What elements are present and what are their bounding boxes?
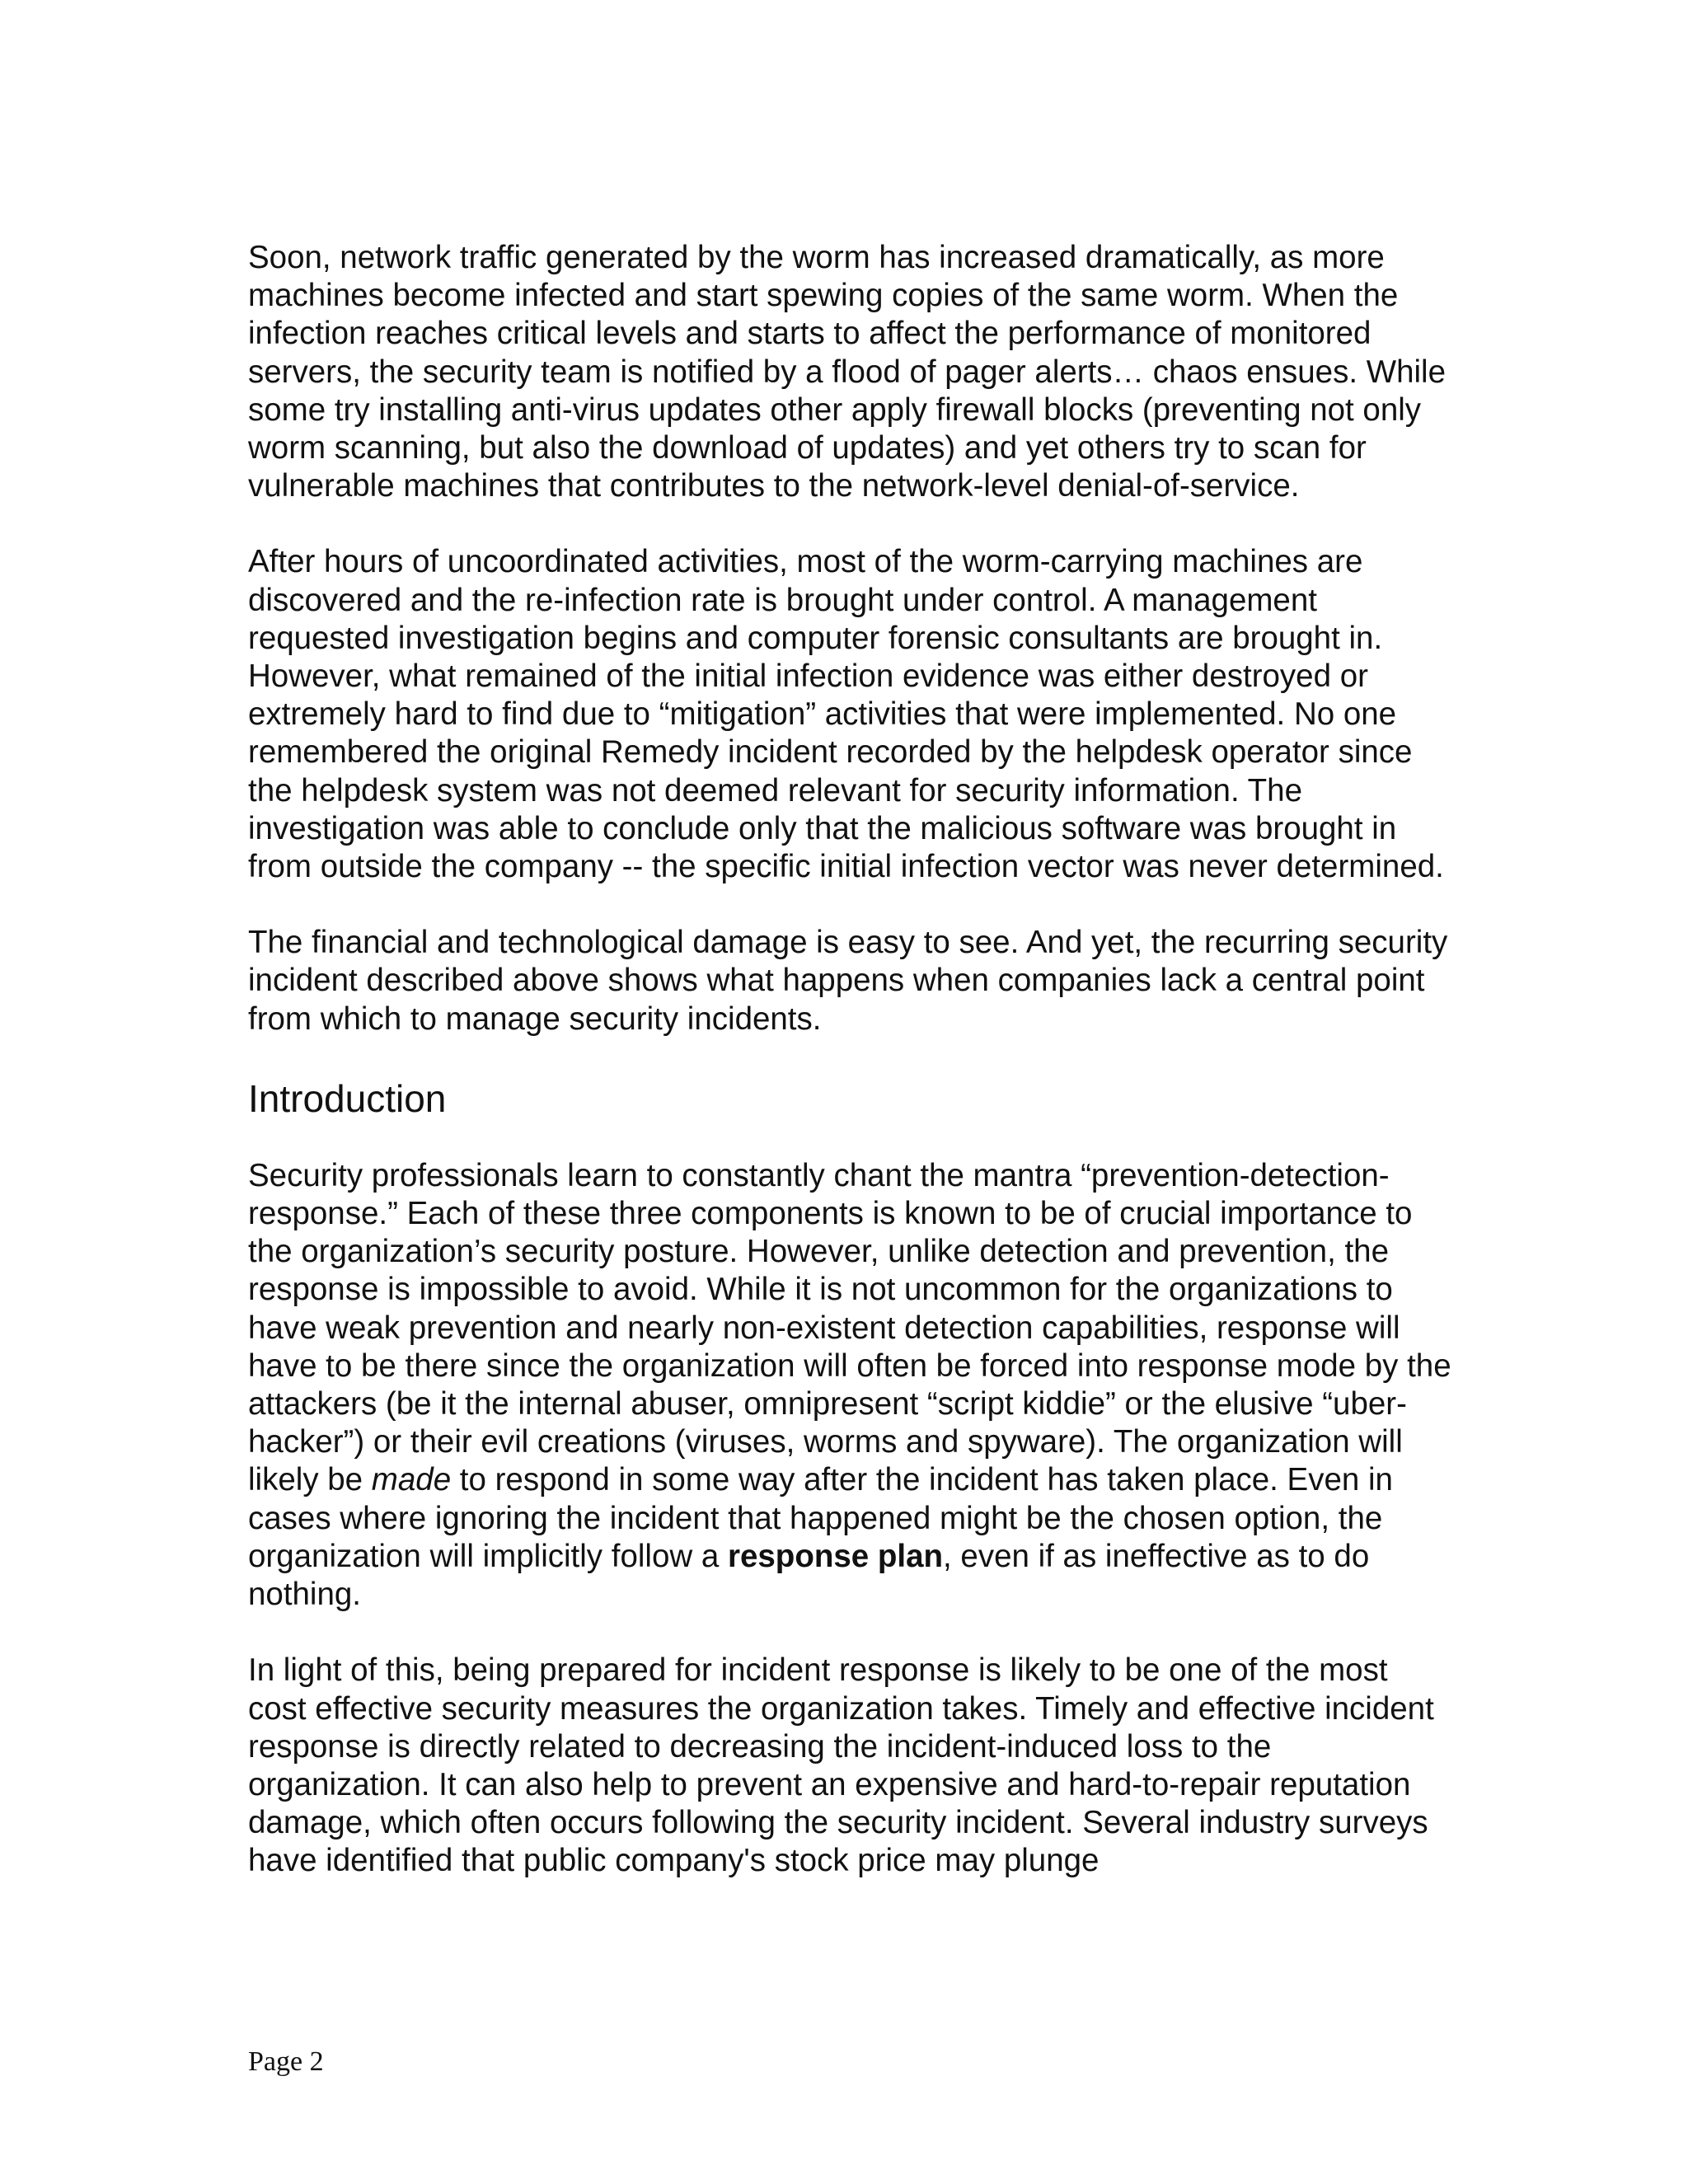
intro-text-part-1: Security professionals learn to constantly chant the mantra “prevention-detection-response.” Each of these three components is known to be of crucial importance to the organization’s security posture. However, unlike detection and prevention, the response is impossible to avoid. While it is not uncommon for the organizations to have weak prevention and nearly non-existent detection capabilities, response will have to be there since the organization will often be forced into response mode by the attackers (be it the internal abuser, omnipresent “script kiddie” or the elusive “uber-hacker”) or their evil creations (viruses, worms and spyware). The organization will likely be — [248, 1157, 1451, 1498]
page-body — [248, 239, 1451, 1919]
page-number-footer: Page 2 — [248, 2046, 324, 2077]
paragraph-introduction — [248, 1157, 1451, 1614]
intro-italic-emphasis: made — [371, 1462, 452, 1498]
paragraph-worm-traffic: Soon, network traffic generated by the worm has increased dramatically, as more machines become infected and start spewing copies of the same worm. When the infection reaches critical levels and starts to affect the performance of monitored servers, the security team is notified by a flood of pager alerts… chaos ensues. While some try installing anti-virus updates other apply firewall blocks (preventing not only worm scanning, but also the download of updates) and yet others try to scan for vulnerable machines that contributes to the network-level denial-of-service. — [248, 240, 1446, 504]
intro-text-part-2: to respond in some way after the incident has taken place. Even in cases where ignoring the incident that happened might be the chosen option, the organization will implicitly follow a — [248, 1462, 1393, 1574]
intro-bold-emphasis: response plan — [728, 1538, 944, 1574]
paragraph-uncoordinated-activities: After hours of uncoordinated activities, most of the worm-carrying machines are discovered and the re-infection rate is brought under control. A management requested investigation begins and computer forensic consultants are brought in. However, what remained of the initial infection evidence was either destroyed or extremely hard to find due to “mitigation” activities that were implemented. No one remembered the original Remedy incident recorded by the helpdesk operator since the helpdesk system was not deemed relevant for security information. The investigation was able to conclude only that the malicious software was brought in from outside the company -- the specific initial infection vector was never determined. — [248, 544, 1444, 885]
paragraph-preparedness: In light of this, being prepared for incident response is likely to be one of the most cost effective security measures the organization takes. Timely and effective incident response is directly related to decreasing the incident-induced loss to the organization. It can also help to prevent an expensive and hard-to-repair reputation damage, which often occurs following the security incident. Several industry surveys have identified that public company's stock price may plunge — [248, 1652, 1434, 1879]
intro-text-part-3: , even if as ineffective as to do nothing. — [248, 1538, 1370, 1613]
section-heading-introduction: Introduction — [248, 1076, 447, 1120]
paragraph-damage-summary: The financial and technological damage is easy to see. And yet, the recurring security incident described above shows what happens when companies lack a central point from which to manage security incidents. — [248, 925, 1448, 1037]
